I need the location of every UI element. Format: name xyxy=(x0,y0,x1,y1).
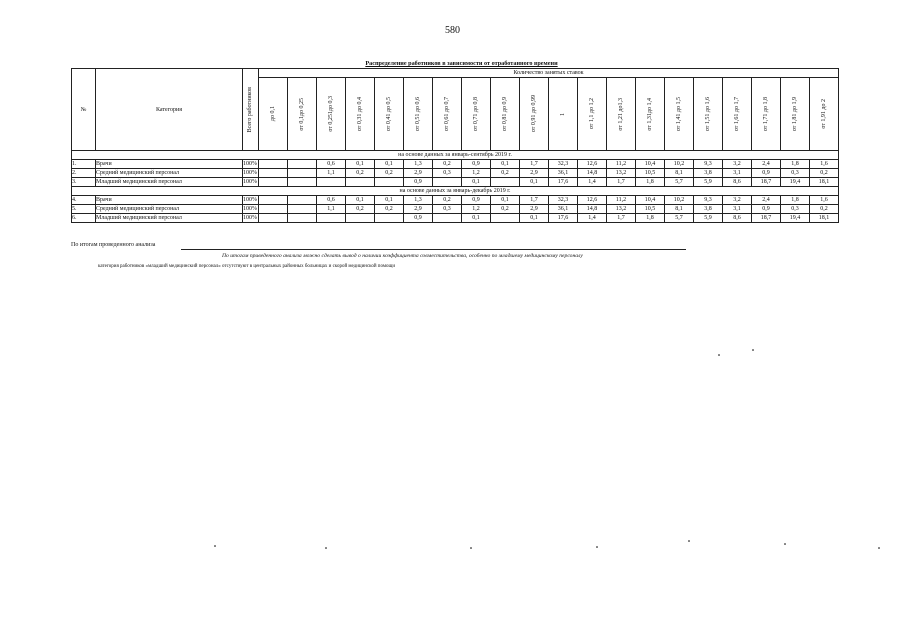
row-value: 10,2 xyxy=(665,196,694,205)
row-value: 1,7 xyxy=(607,214,636,223)
header-range: от 0,1до 0,25 xyxy=(288,78,317,151)
scan-speck xyxy=(325,547,327,549)
page-number: 580 xyxy=(445,25,460,36)
row-value xyxy=(259,196,288,205)
row-value: 0,3 xyxy=(781,169,810,178)
scan-speck xyxy=(470,547,472,549)
row-value: 3,1 xyxy=(723,169,752,178)
row-number: 2. xyxy=(72,169,96,178)
row-value xyxy=(317,178,346,187)
row-value: 0,1 xyxy=(491,160,520,169)
row-number: 6. xyxy=(72,214,96,223)
row-value xyxy=(288,214,317,223)
row-value xyxy=(288,205,317,214)
row-value xyxy=(491,214,520,223)
row-value: 0,2 xyxy=(346,205,375,214)
header-range: от 1,31до 1,4 xyxy=(636,78,665,151)
table-row xyxy=(72,196,839,205)
row-category: Врачи xyxy=(96,160,243,169)
row-value: 3,8 xyxy=(694,205,723,214)
row-value: 1,4 xyxy=(578,178,607,187)
row-value: 0,3 xyxy=(433,169,462,178)
row-value: 10,5 xyxy=(636,169,665,178)
header-category: Категория xyxy=(96,69,243,151)
header-range: от 1,91 до 2 xyxy=(810,78,839,151)
row-value: 1,6 xyxy=(810,196,839,205)
row-value xyxy=(346,214,375,223)
row-value: 12,6 xyxy=(578,196,607,205)
row-value: 0,3 xyxy=(433,205,462,214)
row-number: 5. xyxy=(72,205,96,214)
row-value: 10,2 xyxy=(665,160,694,169)
header-total: Всего работников xyxy=(243,69,259,151)
table-title: Распределение работников в зависимости от отработанного времени xyxy=(365,60,558,67)
row-value: 0,9 xyxy=(752,169,781,178)
row-value: 1,2 xyxy=(462,205,491,214)
row-value xyxy=(346,178,375,187)
table-row xyxy=(72,169,839,178)
row-value: 0,6 xyxy=(317,160,346,169)
row-value xyxy=(259,205,288,214)
table-row xyxy=(72,214,839,223)
row-value: 3,8 xyxy=(694,169,723,178)
row-value: 5,9 xyxy=(694,214,723,223)
row-value xyxy=(433,178,462,187)
header-range: от 0,81 до 0,9 xyxy=(491,78,520,151)
scan-speck xyxy=(688,540,690,542)
header-range: 1 xyxy=(549,78,578,151)
table-row xyxy=(72,178,839,187)
scan-speck xyxy=(784,543,786,545)
row-value: 0,2 xyxy=(491,169,520,178)
header-range: от 1,41 до 1,5 xyxy=(665,78,694,151)
header-range: от 0,41 до 0,5 xyxy=(375,78,404,151)
row-value: 0,2 xyxy=(810,169,839,178)
row-value: 1,8 xyxy=(781,160,810,169)
header-range: от 1,71 до 1,8 xyxy=(752,78,781,151)
header-num: № xyxy=(72,69,96,151)
row-value: 17,6 xyxy=(549,178,578,187)
row-value: 0,2 xyxy=(375,205,404,214)
header-range: до 0,1 xyxy=(259,78,288,151)
row-value: 0,9 xyxy=(404,214,433,223)
header-range: от 0,31 до 0,4 xyxy=(346,78,375,151)
row-value: 19,4 xyxy=(781,178,810,187)
row-value: 8,6 xyxy=(723,214,752,223)
row-value: 1,8 xyxy=(636,214,665,223)
row-value: 0,1 xyxy=(375,196,404,205)
row-category: Средний медицинский персонал xyxy=(96,169,243,178)
row-value xyxy=(288,178,317,187)
row-number: 3. xyxy=(72,178,96,187)
row-value xyxy=(375,214,404,223)
row-category: Младший медицинский персонал xyxy=(96,178,243,187)
scan-speck xyxy=(718,354,720,356)
row-value: 11,2 xyxy=(607,160,636,169)
period-label: на основе данных за январь-сентябрь 2019 г. xyxy=(72,151,839,160)
row-value: 1,8 xyxy=(781,196,810,205)
row-value: 0,2 xyxy=(810,205,839,214)
row-value: 36,1 xyxy=(549,205,578,214)
row-value: 0,2 xyxy=(433,160,462,169)
scan-speck xyxy=(878,547,880,549)
row-value: 0,2 xyxy=(433,196,462,205)
row-value: 0,1 xyxy=(520,178,549,187)
row-value: 0,1 xyxy=(462,178,491,187)
row-value xyxy=(317,214,346,223)
row-value: 1,7 xyxy=(607,178,636,187)
row-value: 0,2 xyxy=(375,169,404,178)
conclusion-underline xyxy=(181,249,686,250)
table-row xyxy=(72,205,839,214)
row-value: 17,6 xyxy=(549,214,578,223)
row-value: 0,1 xyxy=(346,196,375,205)
row-total: 100% xyxy=(243,161,257,167)
conclusion-text-1: По итогам приведенного анализа можно сделать вывод о наличии коэффициента совместительства, особенно по младшему медицинскому персоналу xyxy=(222,253,583,259)
header-range: от 1,51 до 1,6 xyxy=(694,78,723,151)
row-number: 4. xyxy=(72,196,96,205)
header-range: от 0,51 до 0,6 xyxy=(404,78,433,151)
row-value: 2,9 xyxy=(404,205,433,214)
header-range: от 0,251до 0,3 xyxy=(317,78,346,151)
row-value: 3,2 xyxy=(723,196,752,205)
row-value: 0,9 xyxy=(462,160,491,169)
row-value: 9,3 xyxy=(694,196,723,205)
row-value: 1,3 xyxy=(404,160,433,169)
header-range: от 1,1 до 1,2 xyxy=(578,78,607,151)
row-value: 1,8 xyxy=(636,178,665,187)
row-value: 2,9 xyxy=(520,169,549,178)
row-value: 5,9 xyxy=(694,178,723,187)
row-value xyxy=(288,160,317,169)
header-range: от 0,91 до 0,99 xyxy=(520,78,549,151)
row-value: 9,3 xyxy=(694,160,723,169)
row-value: 0,9 xyxy=(462,196,491,205)
row-value: 2,4 xyxy=(752,160,781,169)
row-value: 12,6 xyxy=(578,160,607,169)
row-value: 13,2 xyxy=(607,169,636,178)
row-value: 10,4 xyxy=(636,196,665,205)
row-total: 100% xyxy=(243,206,257,212)
row-value: 32,3 xyxy=(549,160,578,169)
row-value xyxy=(259,178,288,187)
row-value: 0,6 xyxy=(317,196,346,205)
row-value: 8,1 xyxy=(665,169,694,178)
row-value: 1,4 xyxy=(578,214,607,223)
header-range: от 1,61 до 1,7 xyxy=(723,78,752,151)
row-value: 8,6 xyxy=(723,178,752,187)
row-value: 0,1 xyxy=(491,196,520,205)
conclusion-label: По итогам проведенного анализа xyxy=(71,242,156,248)
row-value: 18,1 xyxy=(810,178,839,187)
row-value: 13,2 xyxy=(607,205,636,214)
row-value xyxy=(288,169,317,178)
scan-speck xyxy=(752,349,754,351)
header-units-group: Количество занятых ставок xyxy=(259,69,839,78)
row-value: 36,1 xyxy=(549,169,578,178)
row-total: 100% xyxy=(243,215,257,221)
row-value: 3,1 xyxy=(723,205,752,214)
row-value: 0,9 xyxy=(752,205,781,214)
row-value: 1,7 xyxy=(520,196,549,205)
row-value: 0,1 xyxy=(520,214,549,223)
row-value: 10,4 xyxy=(636,160,665,169)
row-value: 3,2 xyxy=(723,160,752,169)
row-value: 0,3 xyxy=(781,205,810,214)
row-value xyxy=(259,169,288,178)
row-value: 1,2 xyxy=(462,169,491,178)
row-value: 2,9 xyxy=(520,205,549,214)
row-value: 2,9 xyxy=(404,169,433,178)
row-category: Средний медицинский персонал xyxy=(96,205,243,214)
row-value: 5,7 xyxy=(665,178,694,187)
row-value: 10,5 xyxy=(636,205,665,214)
period-label: на основе данных за январь-декабрь 2019 г. xyxy=(72,187,839,196)
row-value xyxy=(375,178,404,187)
row-value: 0,2 xyxy=(346,169,375,178)
row-value: 18,1 xyxy=(810,214,839,223)
row-value: 18,7 xyxy=(752,178,781,187)
distribution-table xyxy=(71,68,839,223)
conclusion-text-2: категория работников «младший медицинский персонал» отсутствуют в центральных районных больницах и скорой медицинской помощи xyxy=(98,264,396,269)
table-row xyxy=(72,160,839,169)
row-value: 14,8 xyxy=(578,169,607,178)
row-value: 0,9 xyxy=(404,178,433,187)
row-value: 19,4 xyxy=(781,214,810,223)
row-value: 1,3 xyxy=(404,196,433,205)
row-value xyxy=(491,178,520,187)
header-range: от 1,81 до 1,9 xyxy=(781,78,810,151)
row-total: 100% xyxy=(243,179,257,185)
row-value: 1,7 xyxy=(520,160,549,169)
row-category: Младший медицинский персонал xyxy=(96,214,243,223)
row-value: 1,1 xyxy=(317,169,346,178)
header-range: от 1,21 до1,3 xyxy=(607,78,636,151)
scan-speck xyxy=(214,545,216,547)
row-value xyxy=(288,196,317,205)
row-value: 32,3 xyxy=(549,196,578,205)
row-value xyxy=(259,214,288,223)
row-value: 0,2 xyxy=(491,205,520,214)
row-value: 0,1 xyxy=(462,214,491,223)
row-value: 2,4 xyxy=(752,196,781,205)
row-value xyxy=(259,160,288,169)
row-value: 8,1 xyxy=(665,205,694,214)
row-value: 0,1 xyxy=(375,160,404,169)
row-total: 100% xyxy=(243,197,257,203)
row-value: 1,1 xyxy=(317,205,346,214)
header-range: от 0,61 до 0,7 xyxy=(433,78,462,151)
row-category: Врачи xyxy=(96,196,243,205)
row-value: 0,1 xyxy=(346,160,375,169)
row-value: 18,7 xyxy=(752,214,781,223)
row-value: 1,6 xyxy=(810,160,839,169)
row-value: 11,2 xyxy=(607,196,636,205)
row-value xyxy=(433,214,462,223)
row-value: 14,8 xyxy=(578,205,607,214)
scan-speck xyxy=(596,546,598,548)
row-value: 5,7 xyxy=(665,214,694,223)
row-total: 100% xyxy=(243,170,257,176)
header-range: от 0,71 до 0,8 xyxy=(462,78,491,151)
row-number: 1. xyxy=(72,160,96,169)
